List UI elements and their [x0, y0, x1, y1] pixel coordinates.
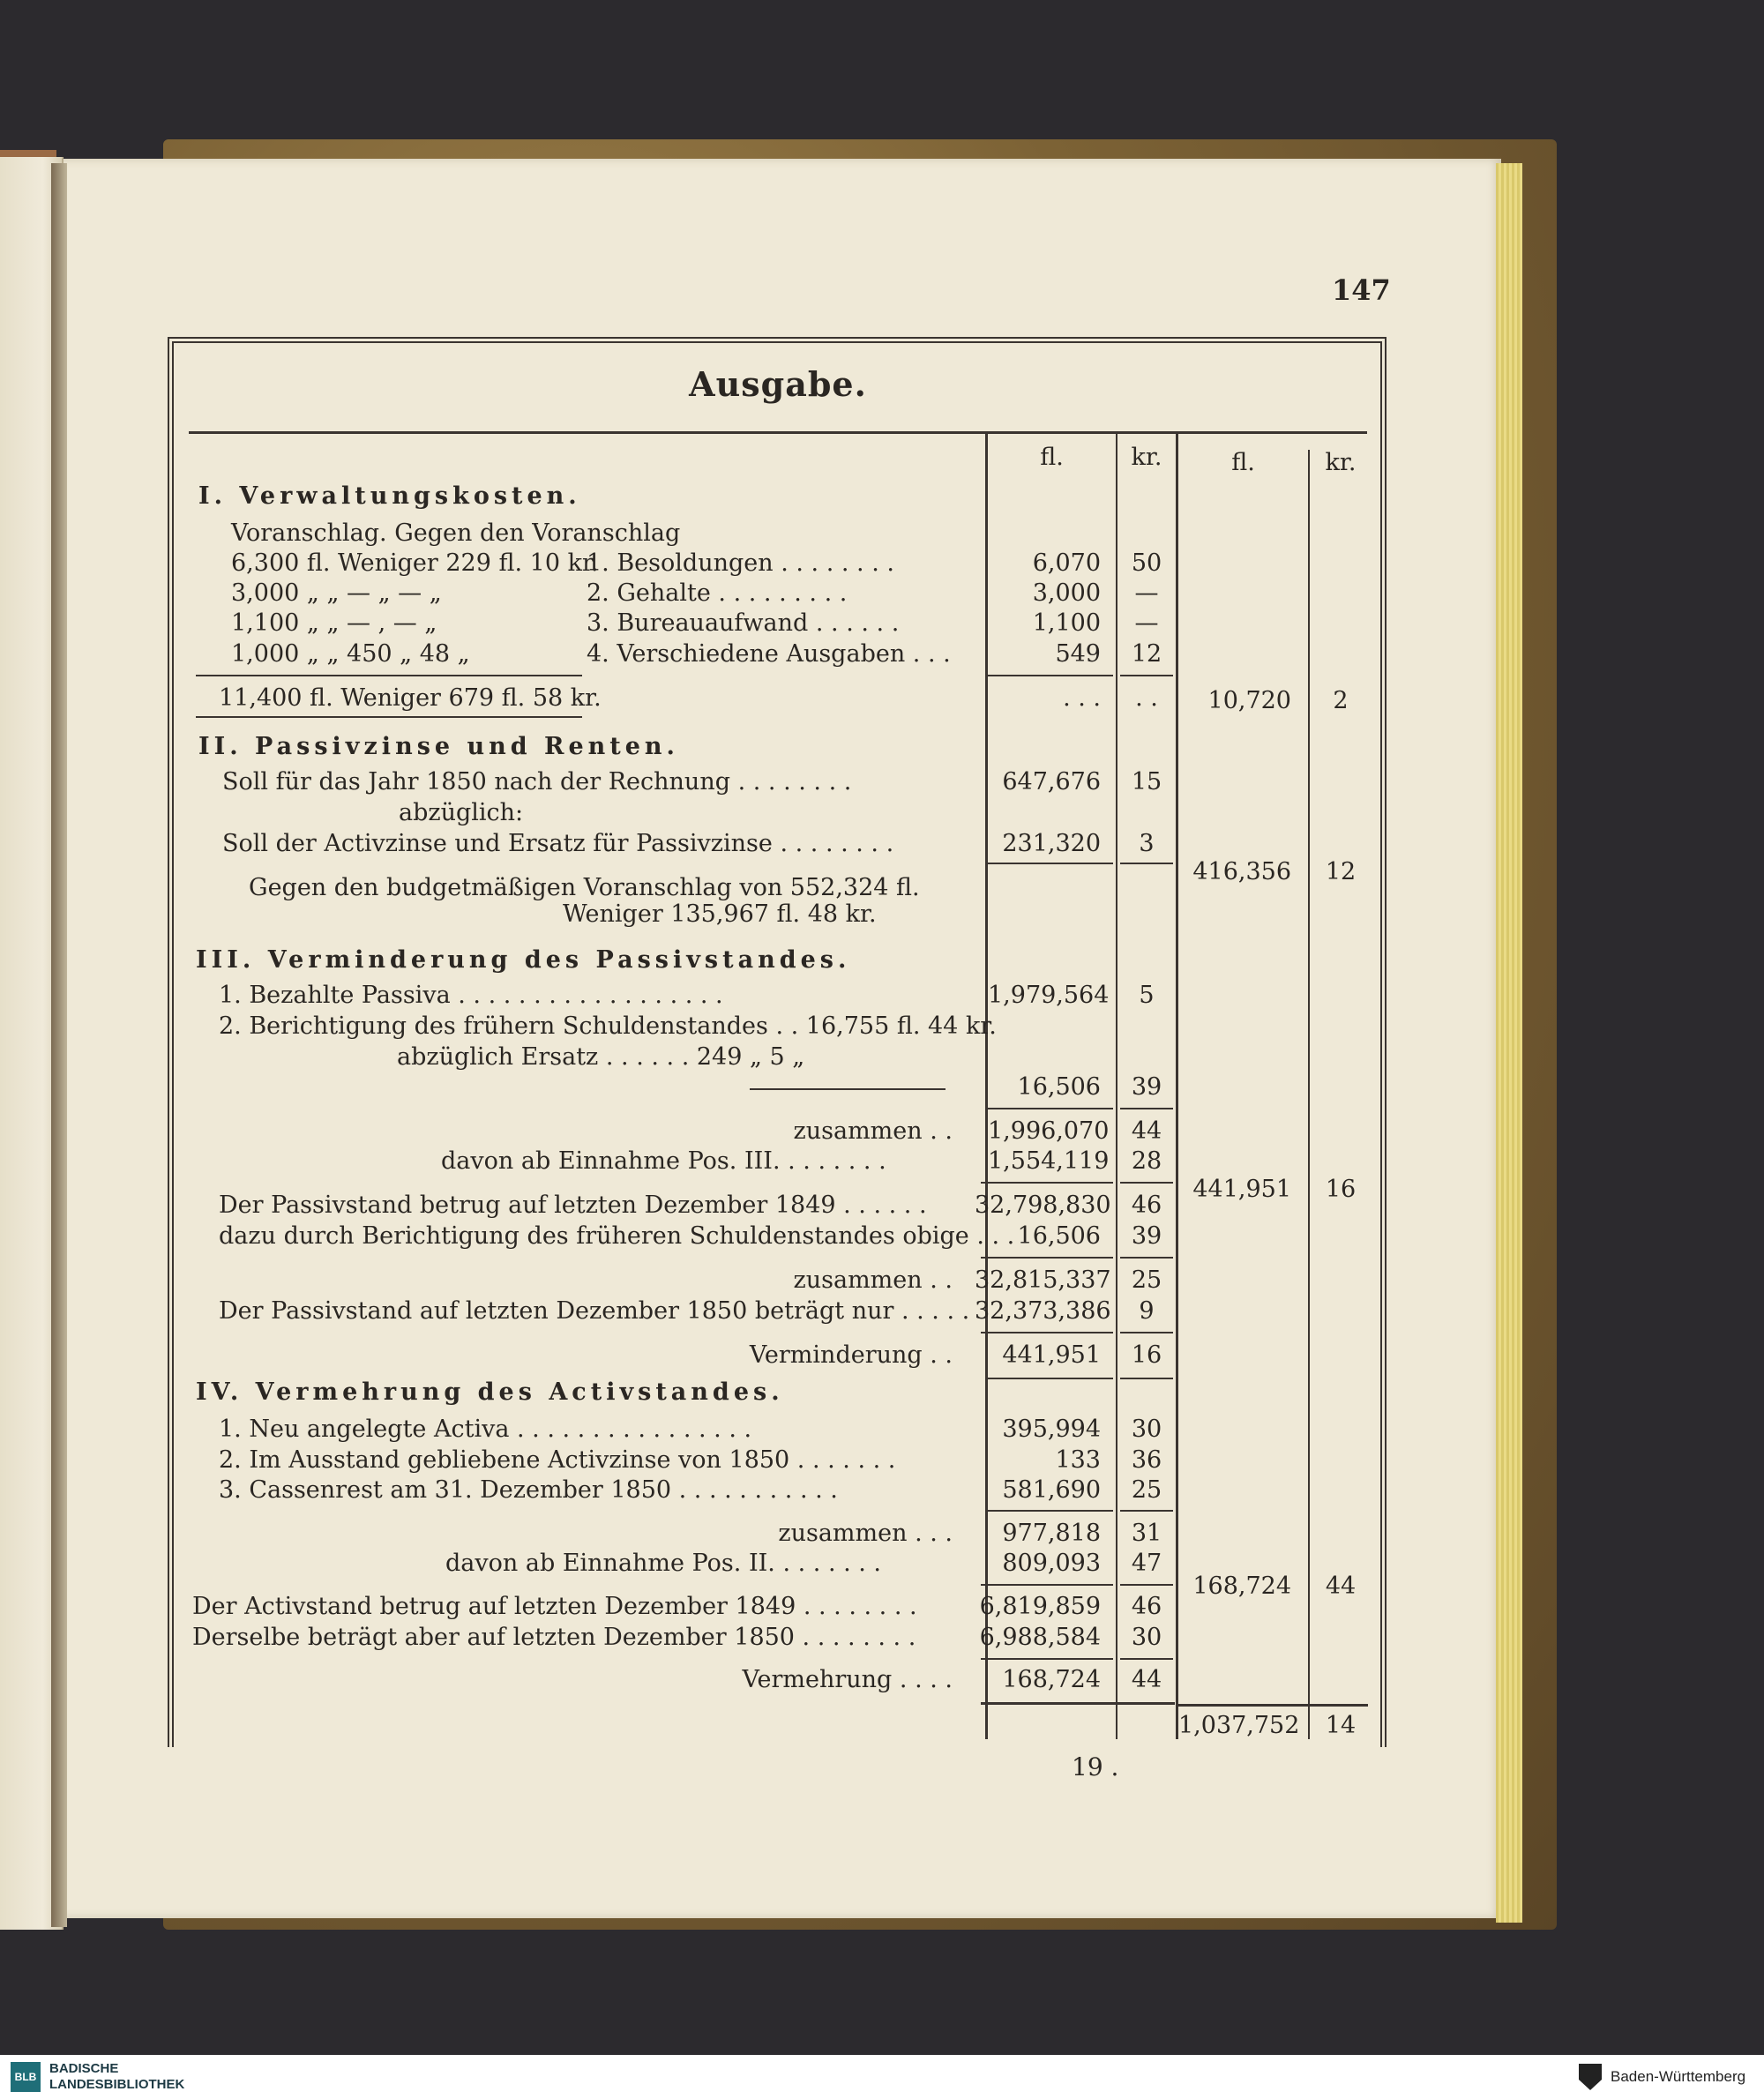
rule	[1120, 1108, 1173, 1109]
subtotal-label: Verminderung . .	[749, 1341, 953, 1369]
amount-fl: 1,996,070	[988, 1117, 1110, 1145]
page-number: 147	[1332, 273, 1391, 307]
item-label: Der Activstand betrug auf letzten Dezember 1849 . . . . . . . .	[192, 1593, 917, 1620]
grand-total-fl: 1,037,752	[1178, 1712, 1300, 1739]
amount-kr: 25	[1131, 1476, 1162, 1504]
item-label: davon ab Einnahme Pos. III. . . . . . . .	[441, 1147, 886, 1175]
amount-fl: . . .	[1063, 684, 1101, 712]
section-total-fl: 441,951	[1192, 1176, 1291, 1203]
amount-fl: 549	[1055, 640, 1101, 668]
amount-fl: 581,690	[1002, 1476, 1101, 1504]
budget-cell: 1,000 „ „ 450 „ 48 „	[231, 640, 470, 668]
budget-cell: 6,300 fl. Weniger 229 fl. 10 kr.	[231, 549, 599, 577]
amount-kr: 5	[1139, 982, 1155, 1009]
signature-mark: 19 .	[1072, 1752, 1119, 1782]
amount-fl: 441,951	[1002, 1341, 1101, 1369]
amount-kr: 31	[1131, 1520, 1162, 1547]
rule	[1120, 1584, 1173, 1586]
amount-kr: 9	[1139, 1297, 1155, 1325]
rule	[1120, 1182, 1173, 1184]
item-label: 4. Verschiedene Ausgaben . . .	[587, 640, 951, 668]
rule	[196, 716, 582, 718]
amount-kr: 28	[1131, 1147, 1162, 1175]
section-total-kr: 2	[1333, 687, 1349, 714]
item-label: 2. Gehalte . . . . . . . . .	[587, 579, 848, 607]
item-label: abzüglich:	[399, 799, 524, 826]
rule	[981, 1584, 1113, 1586]
amount-kr: 16	[1131, 1341, 1162, 1369]
amount-fl: 647,676	[1002, 768, 1101, 796]
amount-fl: 16,506	[1017, 1073, 1101, 1101]
column-rule	[1308, 450, 1310, 1739]
amount-fl: 809,093	[1002, 1550, 1101, 1577]
rule	[1120, 1510, 1173, 1512]
amount-kr: 46	[1131, 1191, 1162, 1219]
section-heading: III. Verminderung des Passivstandes.	[196, 946, 851, 974]
amount-fl: 32,798,830	[975, 1191, 1111, 1219]
rule	[981, 1658, 1113, 1660]
library-name	[49, 2061, 184, 2093]
viewer-footer-bar	[0, 2055, 1764, 2099]
subtotal-label: zusammen . . .	[778, 1520, 953, 1547]
column-rule	[1176, 434, 1178, 1739]
section-heading: IV. Vermehrung des Activstandes.	[196, 1378, 784, 1406]
section-heading: I. Verwaltungskosten.	[198, 482, 581, 510]
amount-kr: —	[1134, 579, 1159, 607]
rule	[981, 1332, 1113, 1333]
rule	[981, 1182, 1113, 1184]
amount-kr: 47	[1131, 1550, 1162, 1577]
state-label[interactable]: Baden-Württemberg	[1611, 2068, 1746, 2085]
rule	[988, 1108, 1113, 1109]
amount-fl: 6,070	[1032, 549, 1101, 577]
title-row	[189, 347, 1367, 434]
item-label: 3. Cassenrest am 31. Dezember 1850 . . . . . . . . . . .	[219, 1476, 838, 1504]
col-header-fl-total: fl.	[1231, 449, 1255, 476]
amount-fl: 6,819,859	[979, 1593, 1101, 1620]
rule	[988, 675, 1113, 676]
amount-fl: 16,506	[1017, 1222, 1101, 1250]
amount-kr: 44	[1131, 1117, 1162, 1145]
amount-kr: 50	[1131, 549, 1162, 577]
library-name-line1: BADISCHE	[49, 2061, 119, 2076]
amount-kr: 46	[1131, 1593, 1162, 1620]
rule	[981, 1257, 1113, 1259]
page-title: Ausgabe.	[689, 364, 867, 404]
col-header-kr: kr.	[1131, 444, 1162, 471]
item-label: 1. Besoldungen . . . . . . . .	[587, 549, 894, 577]
item-label: 2. Im Ausstand gebliebene Activzinse von 1850 . . . . . . .	[219, 1446, 896, 1474]
section-subheading: Voranschlag. Gegen den Voranschlag	[231, 519, 681, 547]
amount-kr: —	[1134, 609, 1159, 637]
amount-kr: 36	[1131, 1446, 1162, 1474]
amount-kr: 39	[1131, 1222, 1162, 1250]
col-header-kr-total: kr.	[1325, 449, 1357, 476]
section-total-fl: 416,356	[1192, 858, 1291, 885]
item-label: Der Passivstand betrug auf letzten Dezember 1849 . . . . . .	[219, 1191, 927, 1219]
grand-total-kr: 14	[1325, 1712, 1357, 1739]
subtotal-label: zusammen . .	[793, 1117, 953, 1145]
book-gutter	[51, 163, 67, 1927]
rule	[1120, 863, 1173, 864]
amount-kr: 12	[1131, 640, 1162, 668]
amount-fl: 6,988,584	[979, 1624, 1101, 1651]
section-total-kr: 12	[1325, 858, 1357, 885]
rule	[988, 1378, 1113, 1379]
amount-kr: 39	[1131, 1073, 1162, 1101]
item-label: dazu durch Berichtigung des früheren Schuldenstandes obige . . .	[219, 1222, 1015, 1250]
rule	[1120, 675, 1173, 676]
rule	[1178, 1704, 1368, 1707]
item-label: 1. Bezahlte Passiva . . . . . . . . . . . . . . . . . .	[219, 982, 723, 1009]
item-label: 2. Berichtigung des frühern Schuldenstandes . . 16,755 fl. 44 kr.	[219, 1012, 997, 1040]
amount-kr: 3	[1139, 830, 1155, 857]
budget-cell: 1,100 „ „ — , — „	[231, 609, 437, 637]
subtotal-label: zusammen . .	[793, 1266, 953, 1294]
amount-kr: 44	[1131, 1666, 1162, 1693]
library-logo-icon[interactable]: BLB	[11, 2062, 41, 2092]
section-heading: II. Passivzinse und Renten.	[198, 733, 679, 760]
item-label: abzüglich Ersatz . . . . . . 249 „ 5 „	[397, 1043, 805, 1071]
amount-fl: 133	[1055, 1446, 1101, 1474]
rule	[988, 863, 1113, 864]
rule	[196, 675, 582, 676]
rule	[981, 1702, 1175, 1705]
rule	[1120, 1378, 1173, 1379]
section-total-fl: 10,720	[1207, 687, 1291, 714]
rule	[1120, 1332, 1173, 1333]
amount-kr: 15	[1131, 768, 1162, 796]
section-total-kr: 44	[1325, 1572, 1357, 1600]
amount-fl: 977,818	[1002, 1520, 1101, 1547]
amount-fl: 168,724	[1002, 1666, 1101, 1693]
section-total-kr: 16	[1325, 1176, 1357, 1203]
item-label: Soll für das Jahr 1850 nach der Rechnung . . . . . . . .	[222, 768, 852, 796]
amount-kr: . .	[1135, 684, 1158, 712]
amount-fl: 395,994	[1002, 1416, 1101, 1443]
amount-fl: 3,000	[1032, 579, 1101, 607]
state-crest-icon	[1579, 2064, 1602, 2090]
amount-fl: 1,979,564	[988, 982, 1110, 1009]
budget-cell: 3,000 „ „ — „ — „	[231, 579, 442, 607]
amount-kr: 30	[1131, 1624, 1162, 1651]
item-label: Derselbe beträgt aber auf letzten Dezember 1850 . . . . . . . .	[192, 1624, 916, 1651]
section-total-fl: 168,724	[1192, 1572, 1291, 1600]
col-header-fl: fl.	[1040, 444, 1064, 471]
item-label: Gegen den budgetmäßigen Voranschlag von 552,324 fl.	[249, 874, 920, 901]
item-label: Soll der Activzinse und Ersatz für Passivzinse . . . . . . . .	[222, 830, 894, 857]
amount-fl: 32,815,337	[975, 1266, 1111, 1294]
amount-fl: 1,554,119	[988, 1147, 1110, 1175]
budget-total: 11,400 fl. Weniger 679 fl. 58 kr.	[219, 684, 602, 712]
rule	[1120, 1257, 1173, 1259]
item-label: davon ab Einnahme Pos. II. . . . . . . .	[445, 1550, 882, 1577]
item-label: 1. Neu angelegte Activa . . . . . . . . . . . . . . . .	[219, 1416, 752, 1443]
amount-fl: 32,373,386	[975, 1297, 1111, 1325]
library-name-line2: LANDESBIBLIOTHEK	[49, 2077, 185, 2092]
page-block-edge	[1496, 163, 1522, 1923]
subtotal-label: Vermehrung . . . .	[742, 1666, 953, 1693]
item-label: 3. Bureauaufwand . . . . . .	[587, 609, 900, 637]
amount-kr: 30	[1131, 1416, 1162, 1443]
item-label: Weniger 135,967 fl. 48 kr.	[563, 900, 877, 928]
rule	[750, 1088, 946, 1090]
rule	[988, 1510, 1113, 1512]
amount-kr: 25	[1131, 1266, 1162, 1294]
rule	[1120, 1658, 1173, 1660]
amount-fl: 1,100	[1032, 609, 1101, 637]
amount-fl: 231,320	[1002, 830, 1101, 857]
item-label: Der Passivstand auf letzten Dezember 1850 beträgt nur . . . . .	[219, 1297, 970, 1325]
